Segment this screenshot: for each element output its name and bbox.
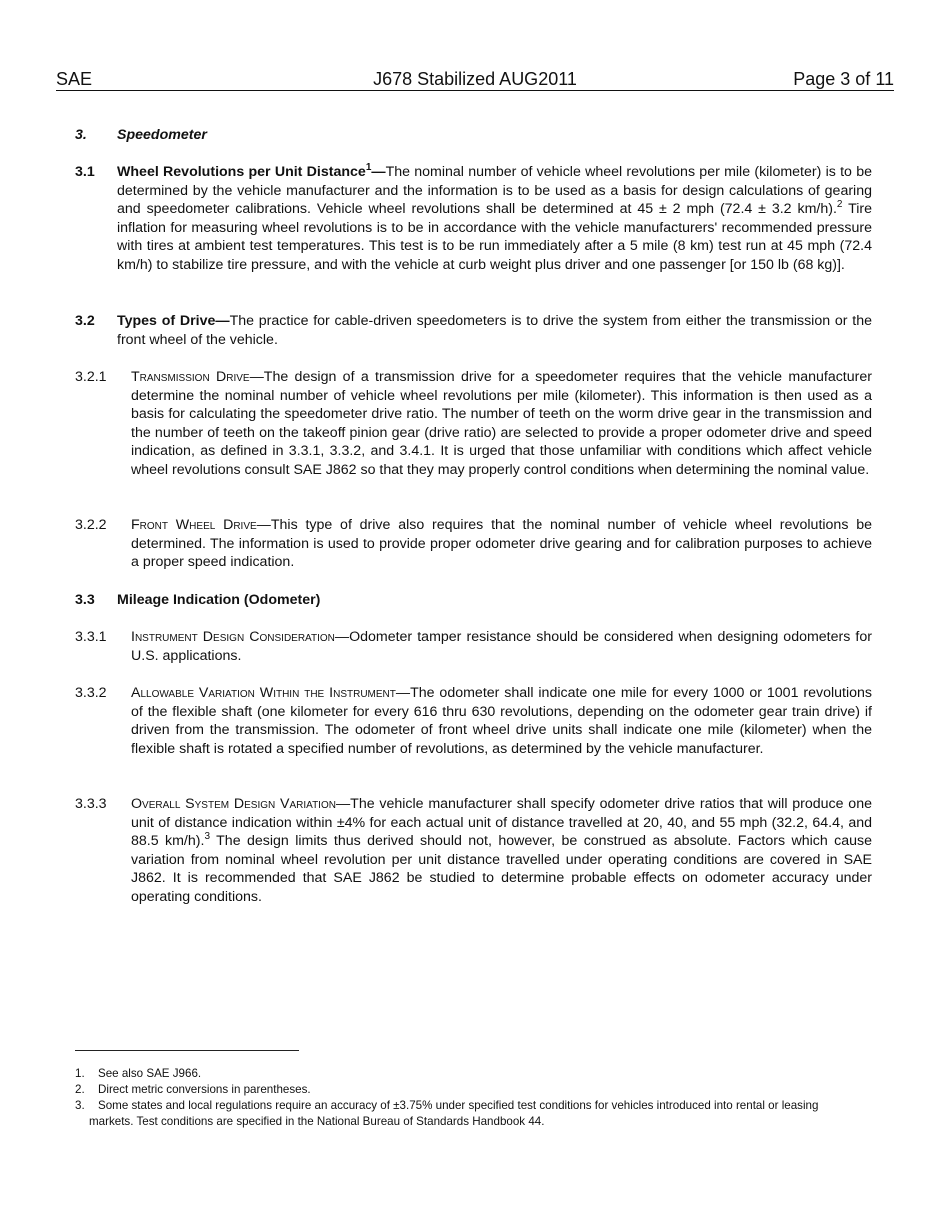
- section-title: Types of Drive: [117, 313, 216, 329]
- paragraph-text: Odometer tamper resistance should be considered when designing odometers for U.S. applications.: [131, 629, 872, 664]
- footnote-ref: 2: [836, 199, 843, 211]
- footnote: [75, 1098, 875, 1130]
- paragraph-text: This type of drive also requires that the nominal number of vehicle wheel revolutions be determined. The information is used to provide proper odometer drive gearing and for calibration purposes to achieve a proper speed indication.: [131, 517, 872, 571]
- title-dash: —: [215, 313, 230, 329]
- footnote-ref: 3: [204, 831, 210, 843]
- paragraph-text: Tire inflation for measuring wheel revolutions is to be in accordance with the vehicle manufacturers' recommended pressure with tires at ambient test temperatures. This test is to be run immediately after a 5 mile (8 km) test run at 45 mph (72.4 km/h) to stabilize tire pressure, and with the vehicle at curb weight plus driver and one passenger [or 150 lb (68 kg)].: [117, 201, 872, 273]
- header-org: SAE: [56, 69, 93, 89]
- section-title: Mileage Indication (Odometer): [117, 592, 321, 608]
- title-dash: —: [395, 685, 411, 701]
- section-body: [131, 516, 872, 572]
- section-title: Wheel Revolutions per Unit Distance: [117, 164, 366, 180]
- paragraph-text: The design of a transmission drive for a speedometer requires that the vehicle manufacturer determine the nominal number of vehicle wheel revolutions per mile (kilometer). This information is then used as a basis for calculating the speedometer drive ratio. The number of teeth on the worm drive gear in the transmission and the number of teeth on the takeoff pinion gear (drive ratio) are selected to provide a proper odometer drive and speed indication, as defined in 3.3.1, 3.3.2, and 3.4.1. It is urged that those unfamiliar with conditions which affect vehicle wheel revolutions consult SAE J862 so that they may properly control conditions when determining the nominal value.: [131, 369, 872, 478]
- section-number: 3.1: [75, 164, 95, 180]
- header-page-number: Page 3 of 11: [793, 69, 894, 89]
- title-dash: —: [335, 796, 351, 812]
- footnote-number: 1.: [75, 1067, 85, 1080]
- footnote-ref: 1: [365, 162, 372, 173]
- section-body: [131, 368, 872, 480]
- title-dash: —: [256, 517, 271, 533]
- section-number: 3.3: [75, 592, 95, 608]
- section-number: 3.3.3: [75, 796, 107, 812]
- footnote: [75, 1066, 875, 1082]
- footnote-text: Some states and local regulations require an accuracy of ±3.75% under specified test conditions for vehicles introduced into rental or leasing: [98, 1099, 819, 1112]
- footnote-text: Direct metric conversions in parentheses.: [98, 1083, 311, 1096]
- section-number: 3.2.1: [75, 369, 107, 385]
- section-title: Transmission Drive: [131, 369, 250, 385]
- paragraph-text: The vehicle manufacturer shall specify odometer drive ratios that will produce one unit of distance indication within ±4% for each actual unit of distance travelled at 20, 40, and 55 mph (32.2, 64.4, and 88.5 km/h).: [131, 796, 872, 850]
- header-doc-id: J678 Stabilized AUG2011: [373, 69, 577, 89]
- section-number: 3.2.2: [75, 517, 107, 533]
- section-title: Allowable Variation Within the Instrument: [131, 685, 396, 701]
- footnote-number: 3.: [75, 1099, 85, 1112]
- section-number: 3.3.2: [75, 685, 107, 701]
- paragraph-text: The design limits thus derived should not, however, be construed as absolute. Factors which cause variation from nominal wheel revolution per unit distance travelled under operating conditions are covered in SAE J862. It is recommended that SAE J862 be studied to determine probable effects on odometer accuracy under operating conditions.: [131, 833, 873, 905]
- section-body: [117, 163, 872, 275]
- title-dash: —: [249, 369, 264, 385]
- title-dash: —: [371, 164, 386, 180]
- footnote-text: See also SAE J966.: [98, 1067, 202, 1080]
- section-title: Instrument Design Consideration: [131, 629, 335, 645]
- footnote: [75, 1082, 875, 1098]
- section-body: [131, 684, 872, 758]
- paragraph-text: The practice for cable-driven speedometers is to drive the system from either the transmission or the front wheel of the vehicle.: [117, 313, 872, 348]
- page-header: [56, 68, 894, 91]
- footnote-continuation: markets. Test conditions are specified in the National Bureau of Standards Handbook 44.: [89, 1115, 545, 1128]
- section-number: 3.: [75, 127, 87, 143]
- section-body: [131, 628, 872, 665]
- section-body: [117, 312, 872, 349]
- section-title: Overall System Design Variation: [131, 796, 336, 812]
- section-body: [131, 795, 872, 907]
- title-dash: —: [334, 629, 350, 645]
- section-number: 3.2: [75, 313, 95, 329]
- footnote-divider: [75, 1050, 299, 1051]
- section-number: 3.3.1: [75, 629, 107, 645]
- paragraph-text: The nominal number of vehicle wheel revolutions per mile (kilometer) is to be determined by the vehicle manufacturer and the information is to be used as a basis for design calculations of gearing and speedometer calibrations. Vehicle wheel revolutions shall be determined at 45 ± 2 mph (72.4 ± 3.2 km/h).: [117, 164, 872, 218]
- paragraph-text: The odometer shall indicate one mile for every 1000 or 1001 revolutions of the flexible shaft (one kilometer for every 616 thru 630 revolutions, depending on the odometer gear train drive) if driven from the transmission. The odometer of front wheel drive units shall indicate one mile (kilometer) when the flexible shaft is rotated a specified number of revolutions, as determined by the vehicle manufacturer.: [131, 685, 872, 757]
- section-title: Front Wheel Drive: [131, 517, 257, 533]
- section-title: Speedometer: [117, 127, 207, 143]
- footnote-number: 2.: [75, 1083, 85, 1096]
